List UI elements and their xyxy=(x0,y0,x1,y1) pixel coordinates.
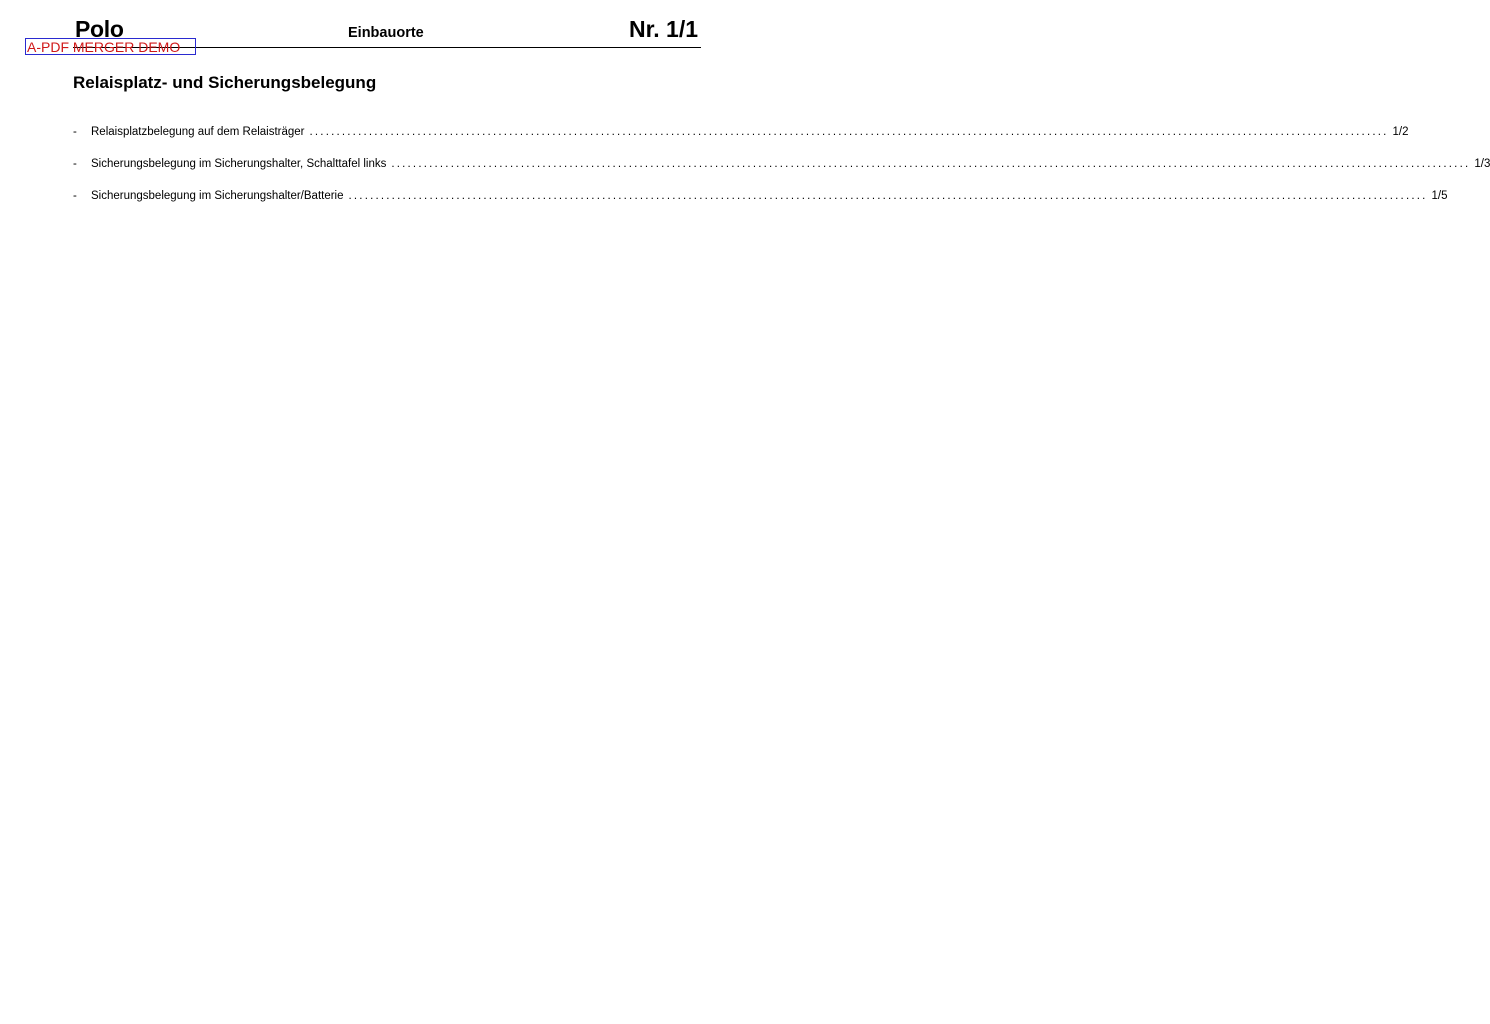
toc-item[interactable] xyxy=(73,156,1490,188)
toc-bullet: - xyxy=(73,126,77,138)
table-of-contents xyxy=(73,124,1490,220)
header-model: Polo xyxy=(75,16,124,42)
toc-item-page: 1/2 xyxy=(1392,126,1409,138)
toc-item[interactable] xyxy=(73,188,1448,220)
toc-bullet: - xyxy=(73,158,77,170)
toc-leader: ........................................................................................................................................................................................................ xyxy=(391,158,1471,170)
watermark-stamp: A-PDF MERGER DEMO xyxy=(25,38,196,55)
toc-leader: ........................................................................................................................................................................................................ xyxy=(309,126,1389,138)
toc-leader: ........................................................................................................................................................................................................ xyxy=(348,190,1428,202)
toc-item-label: Sicherungsbelegung im Sicherungshalter, Schalttafel links xyxy=(91,158,387,170)
toc-item-page: 1/3 xyxy=(1474,158,1490,170)
toc-item[interactable] xyxy=(73,124,1409,156)
toc-item-page: 1/5 xyxy=(1431,190,1448,202)
page-title: Relaisplatz- und Sicherungsbelegung xyxy=(73,73,377,92)
toc-item-label: Relaisplatzbelegung auf dem Relaisträger xyxy=(91,126,305,138)
toc-item-label: Sicherungsbelegung im Sicherungshalter/Batterie xyxy=(91,190,344,202)
header-page-number: Nr. 1/1 xyxy=(628,16,698,42)
header-section: Einbauorte xyxy=(348,25,424,41)
toc-bullet: - xyxy=(73,190,77,202)
